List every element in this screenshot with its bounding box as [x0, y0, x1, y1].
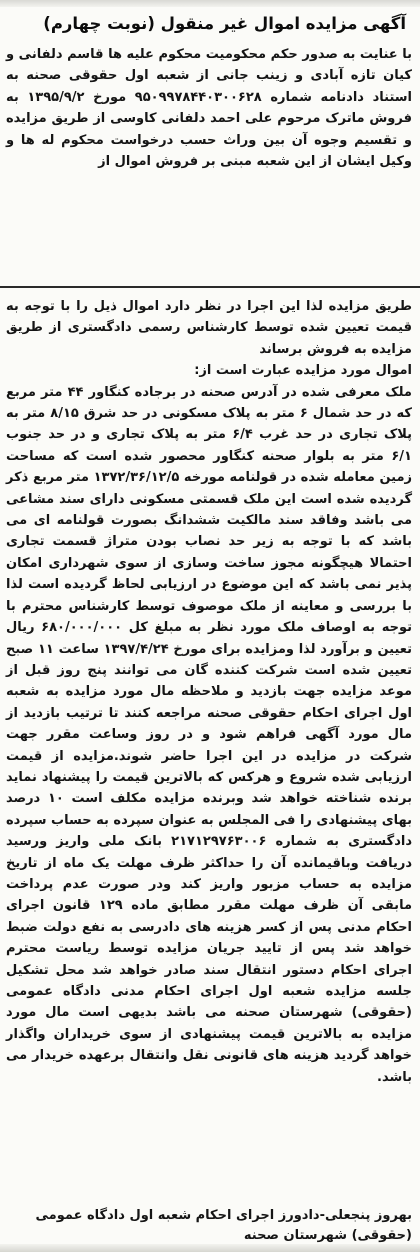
- notice-body: [6, 296, 412, 1196]
- paragraph-auction-intent: طریق مزایده لذا این اجرا در نظر دارد اموال ذیل را با توجه به قیمت تعیین شده توسط کارشناس رسمی دادگستری از طریق مزایده به فروش برساند: [6, 299, 412, 357]
- paragraph-property-heading: اموال مورد مزایده عبارت است از:: [194, 363, 412, 379]
- top-edge: [0, 0, 420, 7]
- bottom-edge: [0, 1244, 420, 1252]
- notice-intro: با عنایت به صدور حکم محکومیت محکوم علیه ها قاسم دلفانی و کیان تازه آبادی و زینب جانی از شعبه اول حقوقی صحنه به استناد دادنامه شماره ۹۵۰۹۹۷۸۴۴۰۳۰۰۶۲۸ مورخ ۱۳۹۵/۹/۲ به فروش ماترک مرحوم علی احمد دلفانی کاوسی از طریق مزایده و تقسیم وجوه آن بین وراث حسب درخواست محکوم له ها و وکیل ایشان از این شعبه مبنی بر فروش اموال از: [6, 47, 412, 170]
- notice-signature: بهروز پنجعلی-دادورز اجرای احکام شعبه اول دادگاه عمومی (حقوقی) شهرستان صحنه: [35, 1208, 412, 1243]
- column-divider: [0, 286, 420, 288]
- notice-title: آگهی مزایده اموال غیر منقول (نوبت چهارم): [43, 14, 406, 33]
- paragraph-property-details: ملک معرفی شده در آدرس صحنه در برجاده کنگاور ۴۴ متر مربع که در حد شمال ۶ متر به پلاک مسکونی در حد شرق ۸/۱۵ متر به پلاک تجاری در حد غرب ۶/۴ متر به پلاک تجاری و در حد جنوب ۶/۱ متر به بلوار صحنه کنگاور محصور شده است که مساحت زمین معامله شده در قولنامه مورخه ۱۳۷۲/۳۶/۱۲/۵ متر مربع ذکر گردیده شده است این ملک قسمتی مسکونی دارای سند مشاعی می باشد وفاقد سند مالکیت ششدانگ بصورت قولنامه ای می باشد که با توجه به زیر حد نصاب بودن متراژ قسمت تجاری احتمالا هیچگونه مجوز ساخت وسازی از سوی شهرداری امکان پذیر نمی باشد که این موضوع در ارزیابی لحاظ گردیده است لذا با بررسی و معاینه از ملک موصوف توسط کارشناس محترم با توجه به اوصاف ملک مورد نظر به مبلغ کل ۶۸۰/۰۰۰/۰۰۰ ریال تعیین و برآورد لذا ومزایده برای مورخ ۱۳۹۷/۴/۲۴ ساعت ۱۱ صبح تعیین شده است شرکت کننده گان می توانند پنج روز قبل از موعد مزایده جهت بازدید و ملاحظه مال مورد مزایده به شعبه اول اجرای احکام حقوقی صحنه مراجعه کنند تا ترتیب بازدید از مال مورد آگهی فراهم شود و در روز وساعت مقرر جهت شرکت در مزایده در این اجرا حاضر شوند.مزایده از قیمت ارزیابی شده شروع و هرکس که بالاترین قیمت را پیشنهاد نماید برنده شناخته خواهد شد وبرنده مزایده مکلف است ۱۰ درصد بهای پیشنهادی را فی المجلس به عنوان سپرده به حساب سپرده دادگستری به شماره ۲۱۷۱۲۹۷۶۳۰۰۶ بانک ملی واریز ورسید دریافت وباقیمانده آن را حداکثر ظرف مهلت یک ماه از تاریخ مزایده به حساب مزبور واریز کند ودر صورت عدم پرداخت مابقی آن ظرف مهلت مقرر مطابق ماده ۱۲۹ قانون اجرای احکام مدنی پس از کسر هزینه های دادرسی به نفع دولت ضبط خواهد شد پس از تایید جریان مزایده توسط ریاست محترم اجرای احکام دستور انتقال سند صادر خواهد شد محل تشکیل جلسه مزایده شعبه اول اجرای احکام مدنی دادگاه عمومی (حقوقی) شهرستان صحنه می باشد بدیهی است مال مورد مزایده به بالاترین قیمت پیشنهادی از سوی خریداران واگذار خواهد گردید هزینه های قانونی نقل وانتقال برعهده خریدار می باشد.: [5, 384, 413, 1085]
